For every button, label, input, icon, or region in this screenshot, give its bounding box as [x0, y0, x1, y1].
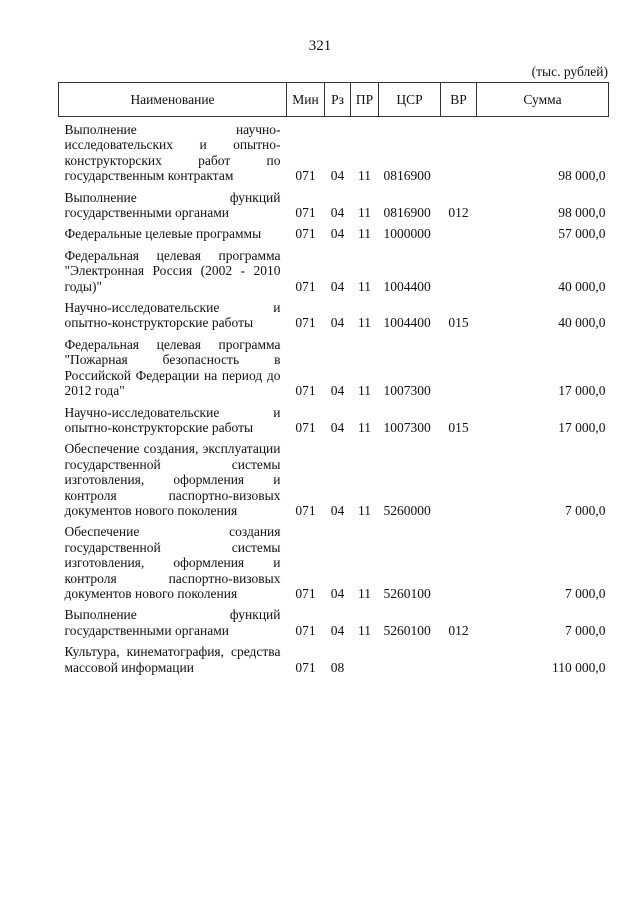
row-min: 071 — [295, 168, 316, 184]
header-min: Мин — [287, 83, 325, 117]
row-rz: 04 — [330, 383, 345, 399]
row-pr: 11 — [358, 622, 371, 638]
row-sum: 7 000,0 — [565, 585, 606, 601]
row-rz: 04 — [330, 205, 345, 221]
row-name: Обеспечение создания государственной системы изготовления, оформления и контроля паспортно-визовых документов нового поколения — [64, 524, 281, 601]
row-vr — [441, 331, 477, 399]
table-row — [59, 435, 609, 518]
row-vr: 012 — [448, 622, 469, 638]
row-csr — [379, 638, 441, 675]
row-name: Федеральная целевая программа "Пожарная безопасность в Российской Федерации на период до 2012 года" — [64, 336, 281, 399]
header-sum: Сумма — [477, 83, 609, 117]
row-pr: 11 — [358, 585, 371, 601]
row-sum: 17 000,0 — [558, 419, 606, 435]
table-header-row — [59, 83, 609, 117]
row-vr: 012 — [448, 205, 469, 221]
row-sum: 17 000,0 — [558, 383, 606, 399]
row-pr: 11 — [358, 502, 371, 518]
row-name: Обеспечение создания, эксплуатации государственной системы изготовления, оформления и контроля паспортно-визовых документов нового поколения — [64, 441, 281, 518]
row-csr: 5260000 — [383, 502, 431, 518]
header-csr: ЦСР — [379, 83, 441, 117]
row-name: Выполнение функций государственными органами — [64, 189, 281, 221]
row-pr: 11 — [358, 383, 371, 399]
row-min: 071 — [295, 419, 316, 435]
row-csr: 1004400 — [383, 278, 431, 294]
row-csr: 1004400 — [383, 315, 431, 331]
table-row — [59, 242, 609, 294]
row-vr: 015 — [448, 419, 469, 435]
row-min: 071 — [295, 278, 316, 294]
row-name: Выполнение научно-исследовательских и опытно-конструкторских работ по государственным контрактам — [64, 122, 281, 184]
row-csr: 1007300 — [383, 383, 431, 399]
row-pr: 11 — [358, 419, 371, 435]
budget-table — [58, 82, 609, 675]
row-min: 071 — [295, 659, 316, 675]
row-csr: 5260100 — [383, 622, 431, 638]
row-name: Федеральная целевая программа "Электронная Россия (2002 - 2010 годы)" — [64, 247, 281, 294]
table-row — [59, 638, 609, 675]
header-vr: ВР — [441, 83, 477, 117]
row-vr — [441, 220, 477, 241]
table-row — [59, 399, 609, 436]
table-row — [59, 117, 609, 184]
table-row — [59, 331, 609, 399]
header-name: Наименование — [59, 83, 287, 117]
row-csr: 0816900 — [383, 168, 431, 184]
row-rz: 04 — [330, 419, 345, 435]
row-min: 071 — [295, 585, 316, 601]
row-name: Культура, кинематография, средства массовой информации — [64, 644, 281, 675]
row-rz: 04 — [330, 278, 345, 294]
row-rz: 04 — [330, 622, 345, 638]
row-sum: 98 000,0 — [558, 205, 606, 221]
row-vr — [441, 518, 477, 601]
table-row — [59, 518, 609, 601]
row-name: Научно-исследовательские и опытно-конструкторские работы — [64, 404, 281, 435]
row-rz: 04 — [330, 168, 345, 184]
row-rz: 04 — [330, 585, 345, 601]
row-min: 071 — [295, 205, 316, 221]
header-pr: ПР — [351, 83, 379, 117]
row-rz: 04 — [330, 315, 345, 331]
row-pr: 11 — [358, 278, 371, 294]
row-pr: 11 — [358, 226, 371, 242]
row-sum: 57 000,0 — [558, 226, 606, 242]
row-min: 071 — [295, 383, 316, 399]
units-label: (тыс. рублей) — [531, 64, 608, 79]
row-sum: 110 000,0 — [552, 659, 606, 675]
header-rz: Рз — [325, 83, 351, 117]
row-rz: 04 — [330, 226, 345, 242]
row-sum: 40 000,0 — [558, 278, 606, 294]
row-rz: 08 — [330, 659, 345, 675]
row-pr: 11 — [358, 205, 371, 221]
row-pr — [351, 638, 379, 675]
row-name: Научно-исследовательские и опытно-конструкторские работы — [64, 300, 281, 331]
table-row — [59, 184, 609, 221]
row-pr: 11 — [358, 315, 371, 331]
row-vr — [441, 638, 477, 675]
row-sum: 98 000,0 — [558, 168, 606, 184]
row-csr: 5260100 — [383, 585, 431, 601]
row-vr — [441, 242, 477, 294]
row-sum: 40 000,0 — [558, 315, 606, 331]
table-row — [59, 601, 609, 638]
row-csr: 0816900 — [383, 205, 431, 221]
row-name: Федеральные целевые программы — [64, 226, 262, 242]
table-row — [59, 294, 609, 331]
row-sum: 7 000,0 — [565, 622, 606, 638]
row-min: 071 — [295, 502, 316, 518]
row-rz: 04 — [330, 502, 345, 518]
row-min: 071 — [295, 315, 316, 331]
row-csr: 1000000 — [383, 226, 431, 242]
row-vr — [441, 435, 477, 518]
row-pr: 11 — [358, 168, 371, 184]
row-vr — [441, 117, 477, 184]
row-min: 071 — [295, 226, 316, 242]
row-vr: 015 — [448, 315, 469, 331]
row-sum: 7 000,0 — [565, 502, 606, 518]
page-number: 321 — [308, 38, 332, 54]
row-min: 071 — [295, 622, 316, 638]
row-csr: 1007300 — [383, 419, 431, 435]
table-row — [59, 220, 609, 241]
row-name: Выполнение функций государственными органами — [64, 607, 281, 638]
